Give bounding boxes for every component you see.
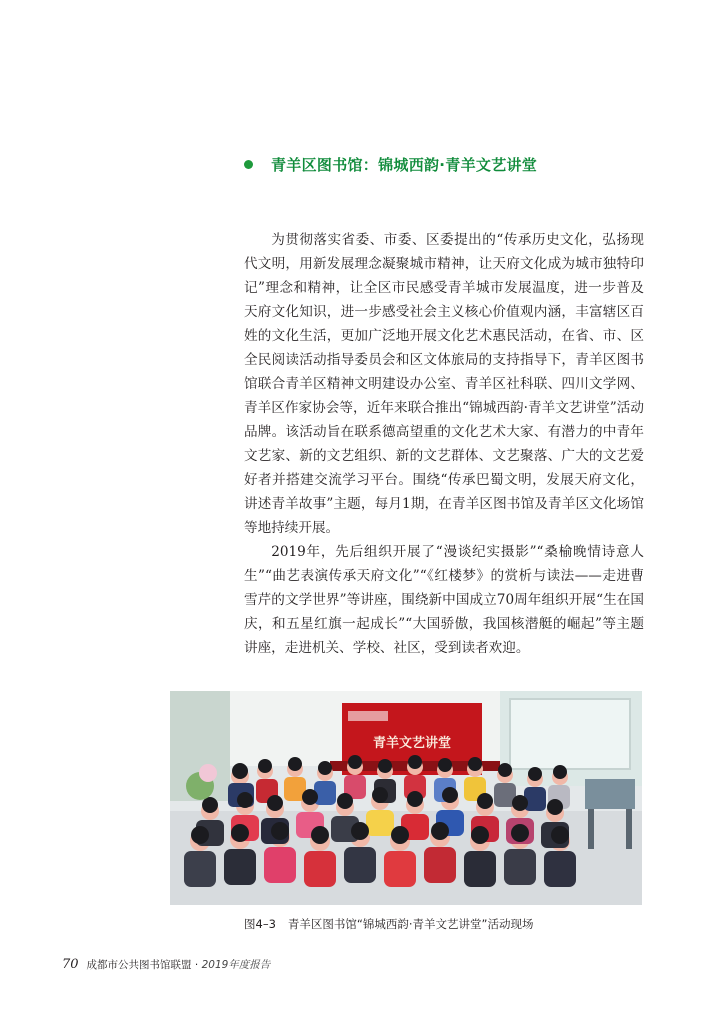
paragraph: 为贯彻落实省委、市委、区委提出的“传承历史文化，弘扬现代文明，用新发展理念凝聚城市精神，让天府文化成为城市独特印记”理念和精神，让全区市民感受青羊城市发展温度，进一步普及天府文化知识，进一步感受社会主义核心价值观内涵，丰富辖区百姓的文化生活，更加广泛地开展文化艺术惠民活动，在省、市、区全民阅读活动指导委员会和区文体旅局的支持指导下，青羊区图书馆联合青羊区精神文明建设办公室、青羊区社科联、四川文学网、青羊区作家协会等，近年来联合推出“锦城西韵·青羊文艺讲堂”活动品牌。该活动旨在联系德高望重的文化艺术大家、有潜力的中青年文艺家、新的文艺组织、新的文艺群体、文艺聚落、广大的文艺爱好者并搭建交流学习平台。围绕“传承巴蜀文明，发展天府文化，讲述青羊故事”主题，每月1期，在青羊区图书馆及青羊区文化场馆等地持续开展。: [244, 232, 644, 536]
article-body: [244, 228, 644, 660]
banner-text: 青羊文艺讲堂: [372, 736, 452, 751]
page-number: 70: [62, 957, 79, 972]
section-heading: [244, 154, 537, 175]
publication-name: 成都市公共图书馆联盟: [86, 959, 192, 971]
paragraph: 2019年，先后组织开展了“漫谈纪实摄影”“桑榆晚情诗意人生”“曲艺表演传承天府文化”“《红楼梦》的赏析与读法——走进曹雪芹的文学世界”等讲座，围绕新中国成立70周年组织开展“生在国庆，和五星红旗一起成长”“大国骄傲，我国核潜艇的崛起”等主题讲座，走进机关、学校、社区，受到读者欢迎。: [244, 544, 644, 656]
report-name: 2019年度报告: [201, 959, 271, 971]
page-footer: [62, 957, 270, 972]
event-photo: [170, 691, 642, 905]
running-footer: [87, 957, 271, 972]
section-title: 青羊区图书馆：锦城西韵·青羊文艺讲堂: [271, 156, 538, 174]
figure-caption-text: 青羊区图书馆“锦城西韵·青羊文艺讲堂”活动现场: [287, 917, 534, 931]
footer-separator: ·: [194, 959, 199, 971]
bullet-dot-icon: [244, 160, 253, 169]
figure-number: 图4–3: [244, 917, 276, 931]
figure-caption: [244, 916, 533, 932]
event-photo-illustration: [170, 691, 642, 905]
